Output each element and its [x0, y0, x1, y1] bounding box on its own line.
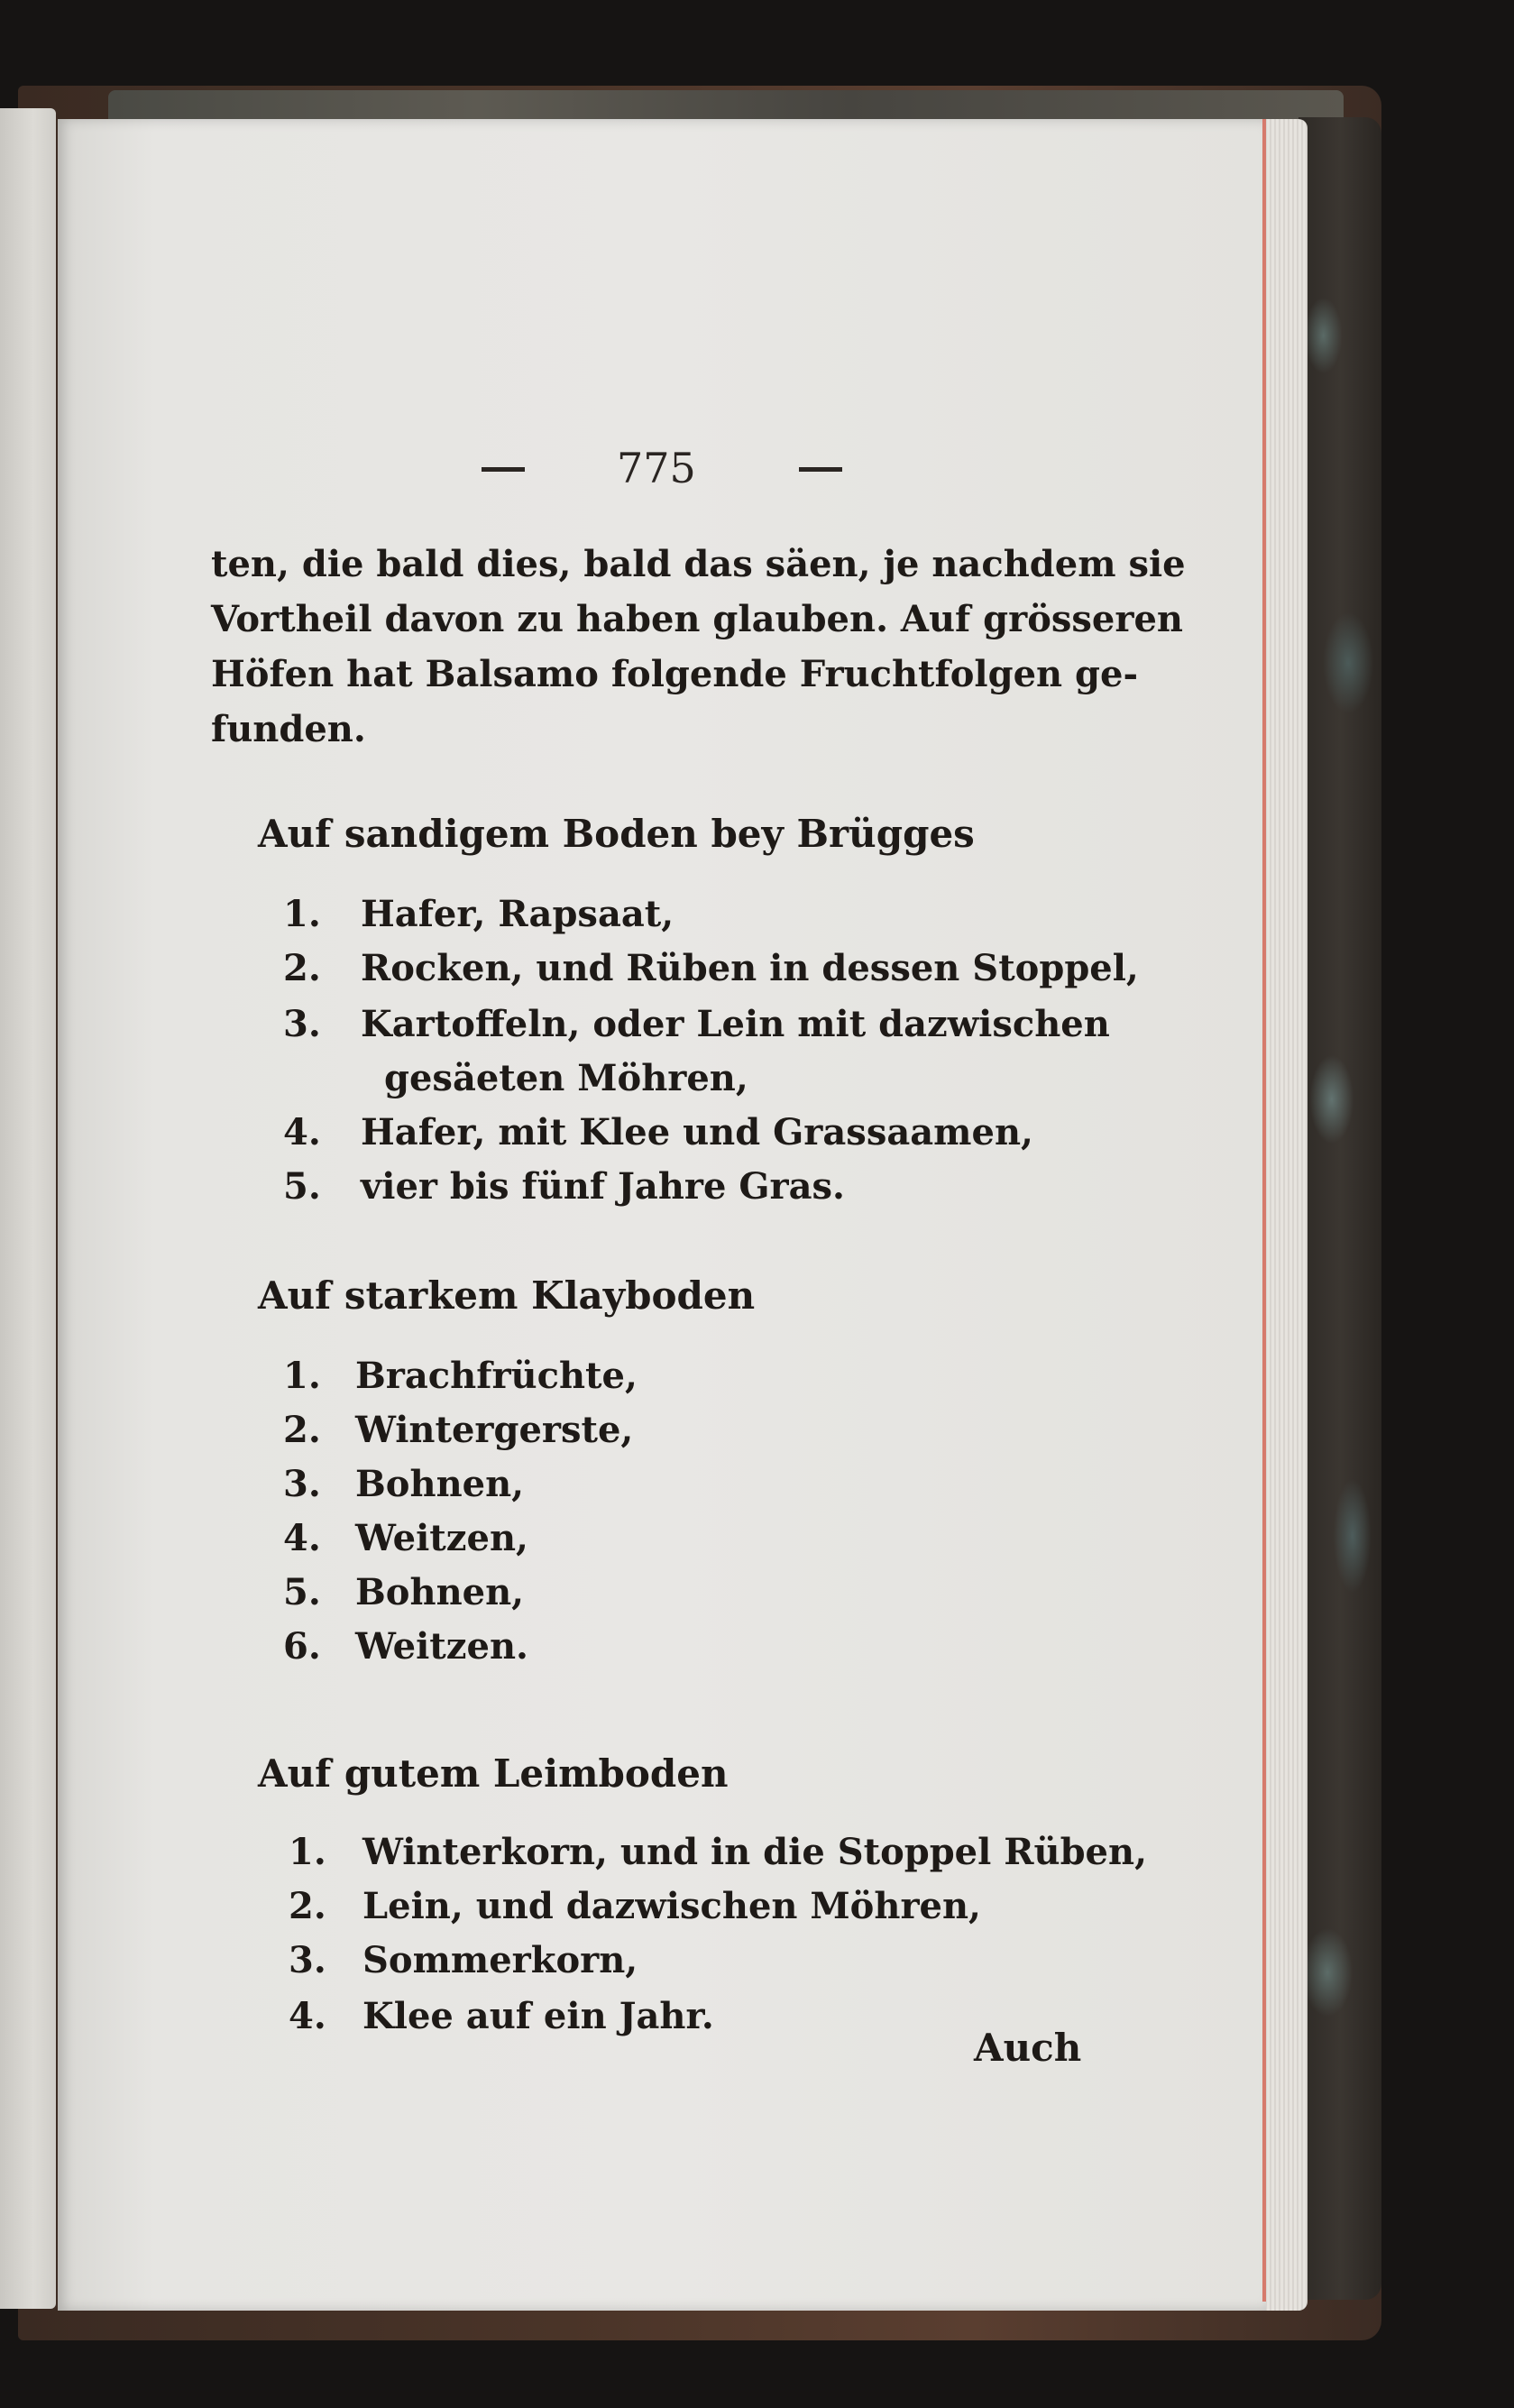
list-item-number: 4. [289, 1995, 326, 2037]
list-item-text: Lein, und dazwischen Möhren, [362, 1885, 981, 1927]
header-dash-left [482, 467, 525, 472]
intro-line: funden. [211, 708, 366, 750]
page-header [482, 444, 860, 498]
list-item-number: 4. [283, 1517, 321, 1559]
list-item-text: Weitzen. [355, 1625, 528, 1668]
list-item-number: 2. [289, 1885, 326, 1927]
list-item-text: vier bis fünf Jahre Gras. [361, 1165, 845, 1208]
section-heading: Auf starkem Klayboden [258, 1273, 756, 1318]
intro-line: ten, die bald dies, bald das säen, je nachdem sie [211, 543, 1186, 585]
marbled-spine-edge [1298, 117, 1381, 2300]
intro-line: Vortheil davon zu haben glauben. Auf grösseren [211, 598, 1183, 640]
section-heading: Auf gutem Leimboden [258, 1751, 729, 1796]
page-red-edge [1262, 119, 1266, 2302]
list-item-number: 1. [283, 1355, 321, 1397]
list-item-number: 3. [283, 1463, 321, 1505]
list-item-number: 5. [283, 1165, 321, 1208]
page-number: 775 [617, 444, 696, 492]
list-item-text: Sommerkorn, [362, 1939, 638, 1981]
list-item-text: Brachfrüchte, [355, 1355, 638, 1397]
list-item-text: Rocken, und Rüben in dessen Stoppel, [361, 947, 1139, 989]
book-page [58, 119, 1266, 2311]
list-item-number: 2. [283, 1409, 321, 1451]
list-item-text: Winterkorn, und in die Stoppel Rüben, [362, 1831, 1147, 1873]
list-item-number: 1. [283, 893, 321, 935]
list-item-text: Bohnen, [355, 1571, 525, 1613]
section-heading: Auf sandigem Boden bey Brügges [258, 812, 975, 856]
list-item-number: 3. [283, 1003, 321, 1045]
list-item-number: 3. [289, 1939, 326, 1981]
intro-line: Höfen hat Balsamo folgende Fruchtfolgen ge- [211, 653, 1139, 695]
facing-page-edge [0, 108, 56, 2309]
list-item-number: 1. [289, 1831, 326, 1873]
list-item-text: Bohnen, [355, 1463, 525, 1505]
list-item-number: 5. [283, 1571, 321, 1613]
list-item-text: Hafer, mit Klee und Grassaamen, [361, 1111, 1033, 1153]
list-item-number: 4. [283, 1111, 321, 1153]
header-dash-right [799, 467, 842, 472]
list-item-text: Wintergerste, [355, 1409, 634, 1451]
list-item-text: Kartoffeln, oder Lein mit dazwischen [361, 1003, 1110, 1045]
list-item-text: gesäeten Möhren, [384, 1057, 748, 1099]
list-item-text: Klee auf ein Jahr. [362, 1995, 714, 2037]
catchword: Auch [974, 2026, 1082, 2070]
list-item-text: Hafer, Rapsaat, [361, 893, 674, 935]
list-item-number: 6. [283, 1625, 321, 1668]
list-item-text: Weitzen, [355, 1517, 528, 1559]
list-item-number: 2. [283, 947, 321, 989]
